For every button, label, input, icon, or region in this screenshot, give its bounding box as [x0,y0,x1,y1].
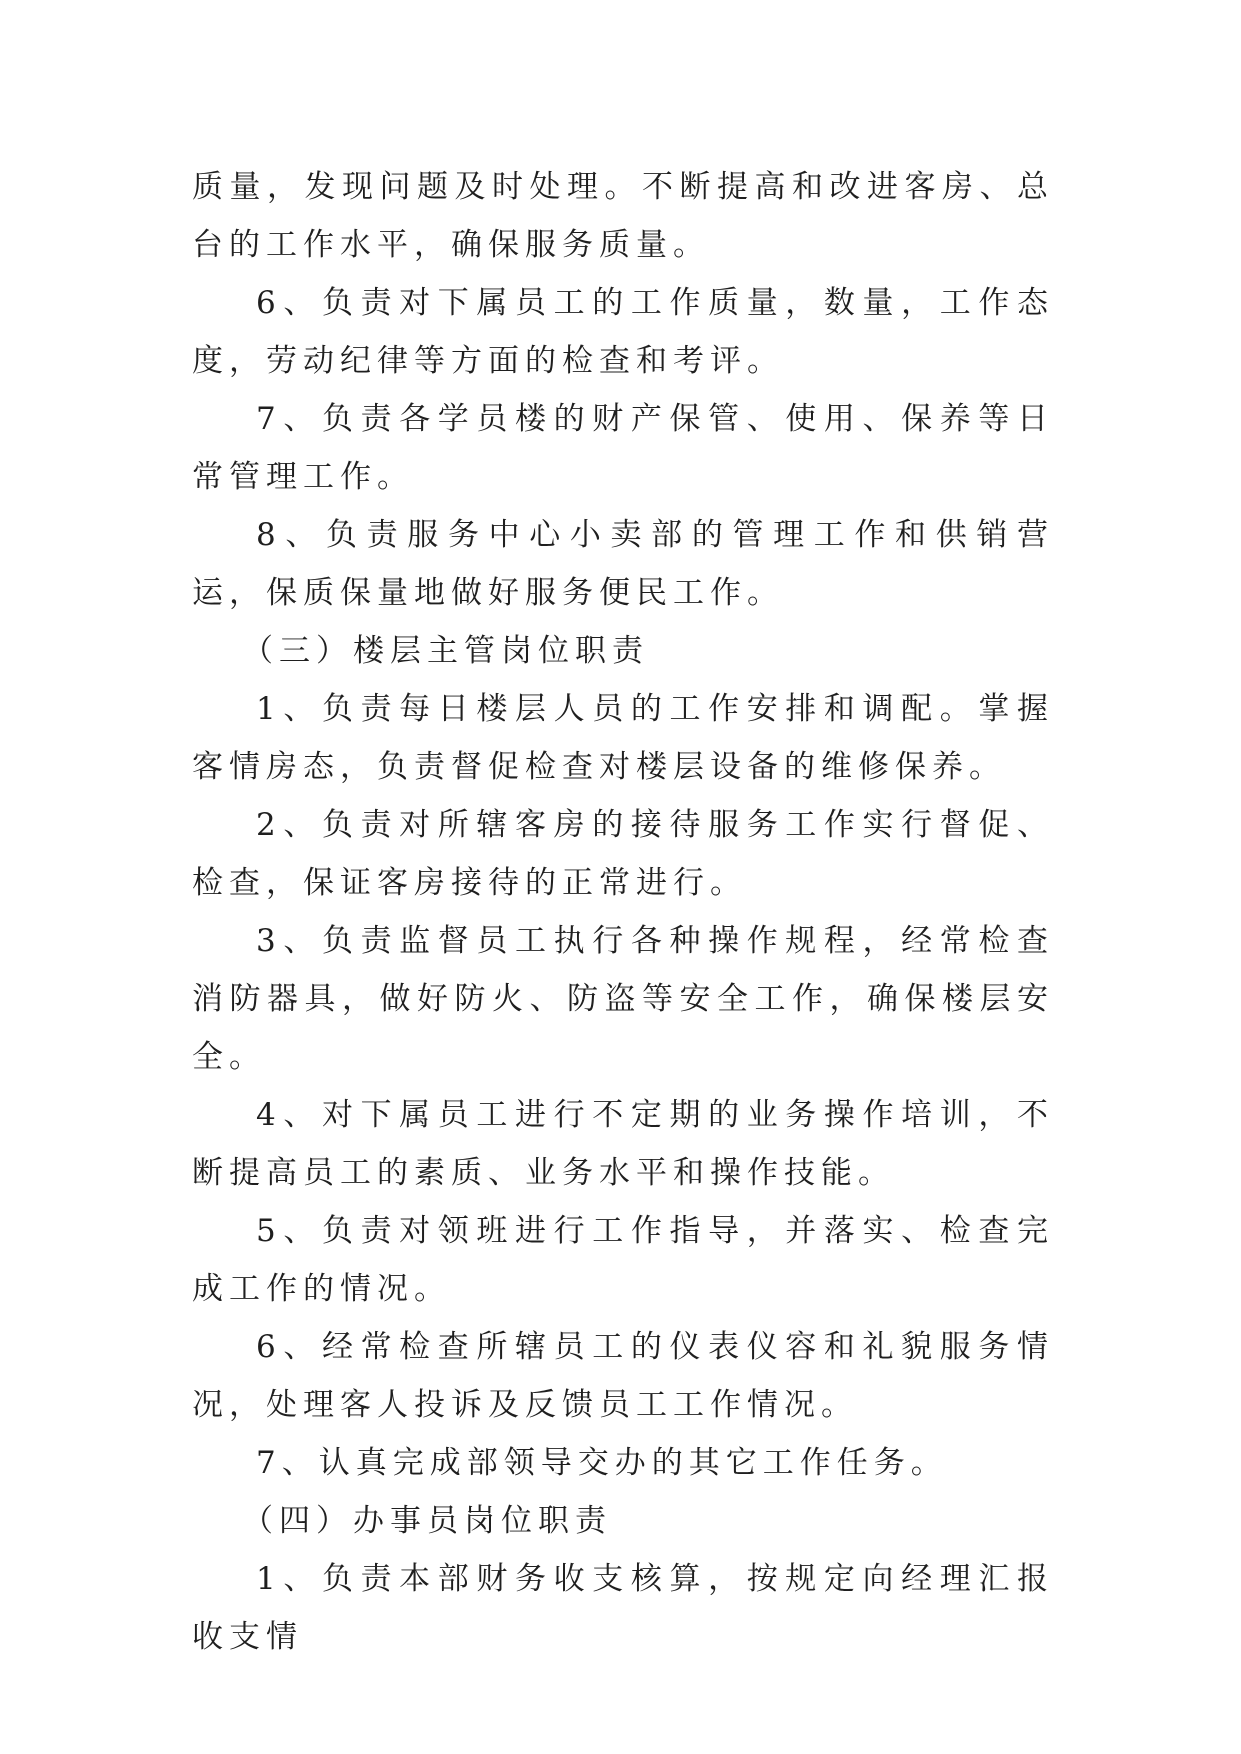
paragraph-item-3: 3、负责监督员工执行各种操作规程，经常检查消防器具，做好防火、防盗等安全工作，确保楼层安全。 [192,923,1054,1075]
paragraph-item-2: 2、负责对所辖客房的接待服务工作实行督促、检查，保证客房接待的正常进行。 [192,807,1054,901]
paragraph-item-5: 5、负责对领班进行工作指导，并落实、检查完成工作的情况。 [192,1213,1054,1307]
paragraph-continuation: 质量，发现问题及时处理。不断提高和改进客房、总台的工作水平，确保服务质量。 [192,169,1054,263]
paragraph-item-7: 7、负责各学员楼的财产保管、使用、保养等日常管理工作。 [192,401,1054,495]
section-heading-floor-supervisor: （三）楼层主管岗位职责 [242,633,649,669]
paragraph-item-4: 4、对下属员工进行不定期的业务操作培训，不断提高员工的素质、业务水平和操作技能。 [192,1097,1054,1191]
paragraph-item-6: 6、负责对下属员工的工作质量，数量，工作态度，劳动纪律等方面的检查和考评。 [192,285,1054,379]
paragraph-item-8: 8、负责服务中心小卖部的管理工作和供销营运，保质保量地做好服务便民工作。 [192,517,1054,611]
section-heading-clerk: （四）办事员岗位职责 [242,1503,612,1539]
document-body [192,158,1054,1666]
paragraph-item-1b: 1、负责本部财务收支核算，按规定向经理汇报收支情 [192,1561,1054,1655]
paragraph-item-7b: 7、认真完成部领导交办的其它工作任务。 [256,1445,948,1481]
paragraph-item-1: 1、负责每日楼层人员的工作安排和调配。掌握客情房态，负责督促检查对楼层设备的维修保养。 [192,691,1054,785]
paragraph-item-6b: 6、经常检查所辖员工的仪表仪容和礼貌服务情况，处理客人投诉及反馈员工工作情况。 [192,1329,1054,1423]
